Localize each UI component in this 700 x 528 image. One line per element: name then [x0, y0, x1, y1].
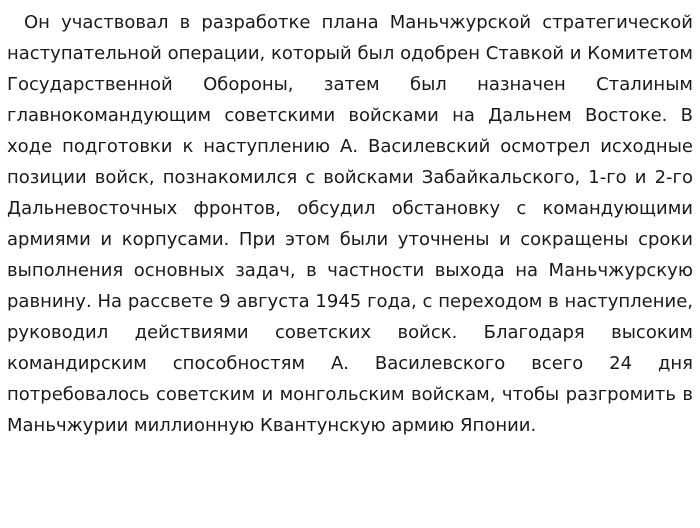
document-page: [7, 7, 693, 441]
body-paragraph: Он участвовал в разработке плана Маньчжурской стратегической наступательной операции, который был одобрен Ставкой и Комитетом Государственной Обороны, затем был назначен Сталиным главнокомандующим советскими войсками на Дальнем Востоке. В ходе подготовки к наступлению А. Василевский осмотрел исходные позиции войск, познакомился с войсками Забайкальского, 1-го и 2-го Дальневосточных фронтов, обсудил обстановку с командующими армиями и корпусами. При этом были уточнены и сокращены сроки выполнения основных задач, в частности выхода на Маньчжурскую равнину. На рассвете 9 августа 1945 года, с переходом в наступление, руководил действиями советских войск. Благодаря высоким командирским способностям А. Василевского всего 24 дня потребовалось советским и монгольским войскам, чтобы разгромить в Маньчжурии миллионную Квантунскую армию Японии.: [7, 12, 693, 436]
